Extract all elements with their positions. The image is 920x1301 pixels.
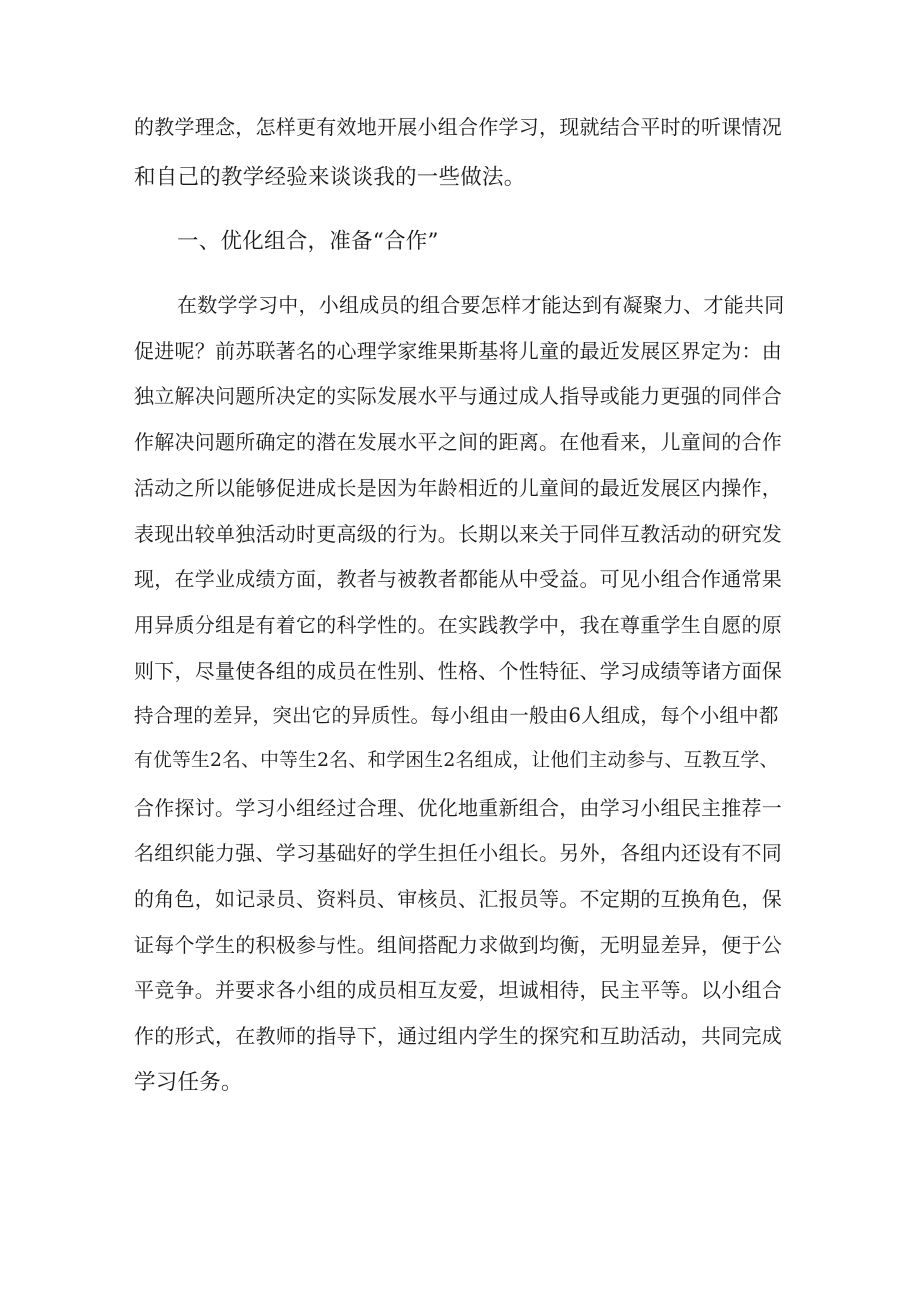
paragraph-1-line: 和自己的教学经验来谈谈我的一些做法。	[134, 165, 526, 190]
paragraph-2-line: 表现出较单独活动时更高级的行为。长期以来关于同伴互教活动的研究发	[134, 522, 782, 546]
paragraph-2-line: 用异质分组是有着它的科学性的。在实践教学中，我在尊重学生自愿的原	[134, 613, 782, 637]
paragraph-2-line: 促进呢？前苏联著名的心理学家维果斯基将儿童的最近发展区界定为：由	[134, 339, 782, 363]
paragraph-2-line: 独立解决问题所决定的实际发展水平与通过成人指导或能力更强的同伴合	[134, 384, 782, 408]
paragraph-2-line: 名组织能力强、学习基础好的学生担任小组长。另外，各组内还设有不同	[134, 841, 782, 865]
paragraph-2-line: 作解决问题所确定的潜在发展水平之间的距离。在他看来，儿童间的合作	[134, 430, 782, 454]
paragraph-2-line: 在数学学习中，小组成员的组合要怎样才能达到有凝聚力、才能共同	[177, 293, 785, 317]
paragraph-2-line: 学习任务。	[134, 1070, 243, 1095]
paragraph-2-line: 现，在学业成绩方面，教者与被教者都能从中受益。可见小组合作通常果	[134, 567, 782, 591]
paragraph-2-line: 有优等生2名、中等生2名、和学困生2名组成，让他们主动参与、互教互学、	[134, 750, 779, 771]
paragraph-2-line: 作的形式，在教师的指导下，通过组内学生的探究和互助活动，共同完成	[134, 1024, 782, 1048]
paragraph-2-line: 平竞争。并要求各小组的成员相互友爱，坦诚相待，民主平等。以小组合	[134, 978, 782, 1002]
section-heading: 一、优化组合，准备“合作”	[177, 229, 439, 254]
paragraph-2-line: 证每个学生的积极参与性。组间搭配力求做到均衡，无明显差异，便于公	[134, 933, 782, 957]
paragraph-1-line: 的教学理念，怎样更有效地开展小组合作学习，现就结合平时的听课情况	[134, 115, 782, 139]
paragraph-2-line: 的角色，如记录员、资料员、审核员、汇报员等。不定期的互换角色，保	[134, 887, 782, 911]
paragraph-2-line: 则下，尽量使各组的成员在性别、性格、个性特征、学习成绩等诸方面保	[134, 659, 782, 683]
paragraph-2-line: 活动之所以能够促进成长是因为年龄相近的儿童间的最近发展区内操作，	[134, 476, 782, 500]
paragraph-2-line: 持合理的差异，突出它的异质性。每小组由一般由6人组成，每个小组中都	[134, 704, 779, 727]
paragraph-2-line: 合作探讨。学习小组经过合理、优化地重新组合，由学习小组民主推荐一	[134, 796, 782, 820]
